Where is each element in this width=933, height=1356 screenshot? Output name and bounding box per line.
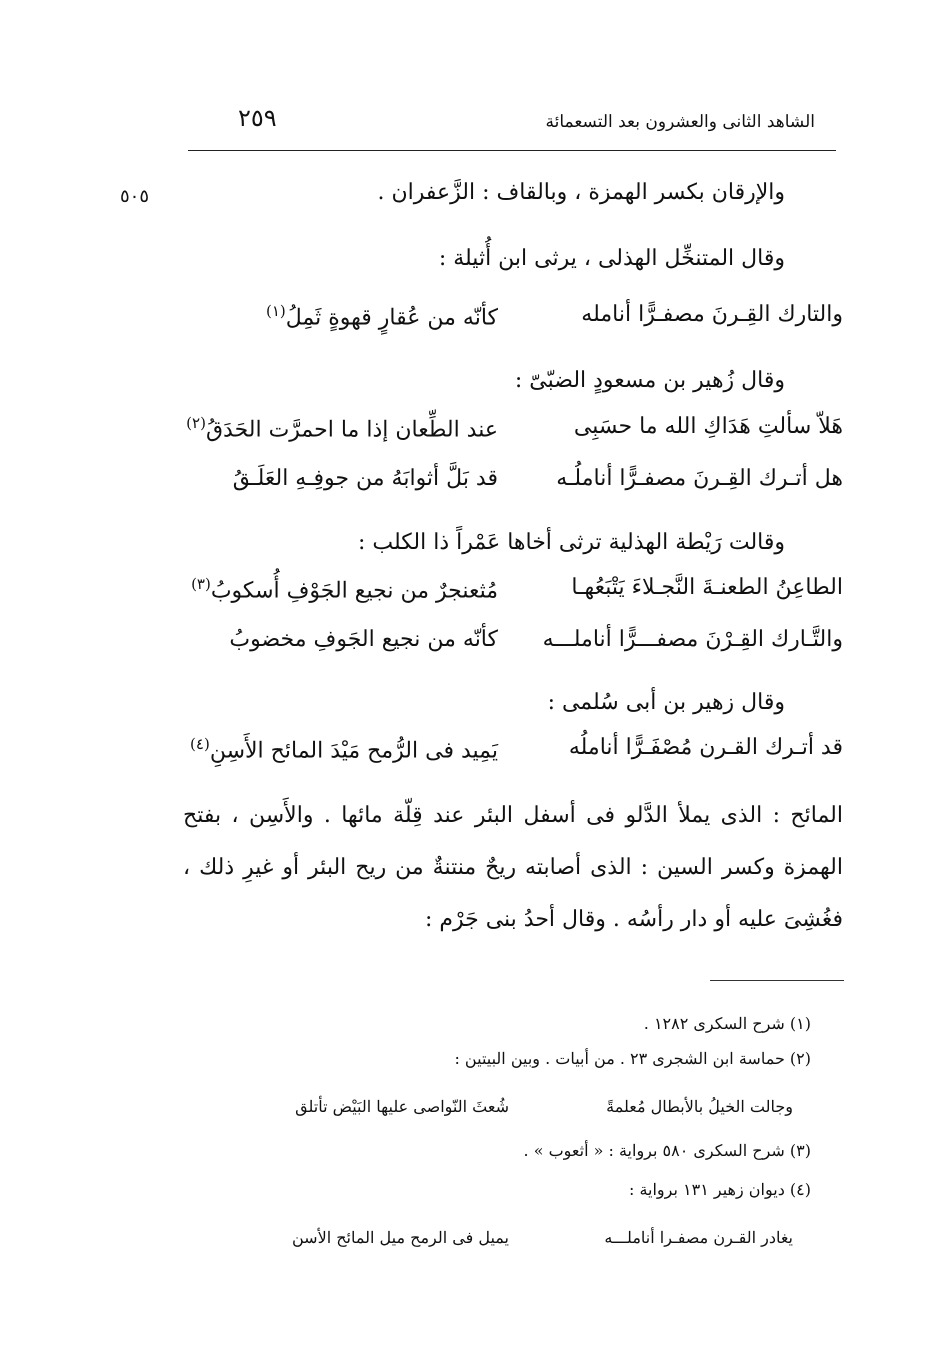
footnote-4-verse-first: يغادر القـرن مصفـرا أناملـــه <box>604 1228 793 1247</box>
footnote-2-verse-first: وجالت الخيلُ بالأبطال مُعلمةً <box>606 1097 793 1116</box>
verse-6-first-hemistich: قد أتـرك القـرن مُصْفَـرًّا أناملُه <box>568 735 843 760</box>
verse-4-second-text: مُثعنجرٌ من نجيع الجَوْفِ أُسكوبُ <box>210 578 498 604</box>
commentary-paragraph: المائح : الذى يملأ الدَّلو فى أسفل البئر عند قِلّة مائها . والأَسِن ، بفتح الهمزة وكسر السين : الذى أصابته ريحٌ منتنةٌ من ريح البئر أو غيرِ ذلك ، فغُشِىَ عليه أو دار رأسُه . وقال أحدُ بنى جَرْم : <box>183 803 843 932</box>
verse-1-first-hemistich: والتارك القِـرنَ مصفـرًّا أنامله <box>581 302 843 327</box>
footnote-1: (١) شرح السكرى ١٢٨٢ . <box>643 1014 811 1033</box>
verse-2-second-text: عند الطِّعان إذا ما احمرَّت الحَدَقُ <box>205 417 498 443</box>
verse-3-second-hemistich: قد بَلَّ أثوابَهُ من جوفِـهِ العَلَـقُ <box>232 466 498 491</box>
verse-5 <box>183 627 843 667</box>
verse-3 <box>183 466 843 506</box>
text-line-2: وقال المتنخِّل الهذلى ، يرثى ابن أُثيلة : <box>438 246 785 271</box>
footnote-marker-4: (٤) <box>190 735 210 753</box>
verse-4-first-hemistich: الطاعِنُ الطعنـةَ النَّجـلاءَ يَتْبَعُهـا <box>571 575 843 600</box>
verse-2-second-hemistich <box>186 414 498 442</box>
footnote-4: (٤) ديوان زهير ١٣١ برواية : <box>628 1180 811 1199</box>
margin-verse-number: ٥٠٥ <box>120 186 150 207</box>
verse-6 <box>183 735 843 775</box>
verse-6-second-hemistich <box>190 735 498 763</box>
footnote-3: (٣) شرح السكرى ٥٨٠ برواية : « أثعوب » . <box>523 1141 811 1160</box>
footnote-rule <box>710 980 844 981</box>
text-line-1: والإرقان بكسر الهمزة ، وبالقاف : الزَّعفران . <box>377 180 785 205</box>
verse-2-first-hemistich: هَلاّ سألتِ هَدَاكِ الله ما حسَبِى <box>573 414 843 439</box>
page-number: ٢٥٩ <box>238 104 277 132</box>
footnote-2: (٢) حماسة ابن الشجرى ٢٣ . من أبيات . وبين البيتين : <box>454 1049 811 1068</box>
verse-6-second-text: يَمِيد فى الرُّمح مَيْدَ المائح الأَسِنِ <box>209 738 498 764</box>
header-rule <box>188 150 836 151</box>
footnote-marker-1: (١) <box>265 302 286 320</box>
verse-5-second-hemistich: كأنّه من نجيع الجَوفِ مخضوبُ <box>229 627 498 652</box>
verse-4 <box>183 575 843 615</box>
text-line-3: وقال زُهير بن مسعودٍ الضبّىّ : <box>514 368 785 393</box>
text-line-5: وقال زهير بن أبى سُلمى : <box>547 690 785 715</box>
verse-1-second-text: كأنّه من عُقارٍ قهوةٍ ثَمِلُ <box>285 305 498 331</box>
running-header-title: الشاهد الثانى والعشرون بعد التسعمائة <box>545 112 815 132</box>
footnote-2-verse-second: شُعثَ النّواصى عليها البَيْض تأتلق <box>295 1097 509 1116</box>
verse-5-first-hemistich: والتَّـارك القِـرْنَ مصفـــرًّا أناملـــه <box>542 627 843 652</box>
footnote-4-verse-second: يميل فى الرمح ميل المائح الأسن <box>291 1228 509 1247</box>
verse-3-first-hemistich: هل أتـرك القِـرنَ مصفـرًّا أناملُـه <box>556 466 843 491</box>
verse-1 <box>183 302 843 342</box>
footnote-marker-3: (٣) <box>191 575 211 593</box>
text-line-4: وقالت رَيْطة الهذلية ترثى أخاها عَمْراً ذا الكلب : <box>357 530 785 555</box>
verse-2 <box>183 414 843 454</box>
footnote-marker-2: (٢) <box>186 414 206 432</box>
verse-4-second-hemistich <box>191 575 498 603</box>
verse-1-second-hemistich <box>266 302 498 330</box>
